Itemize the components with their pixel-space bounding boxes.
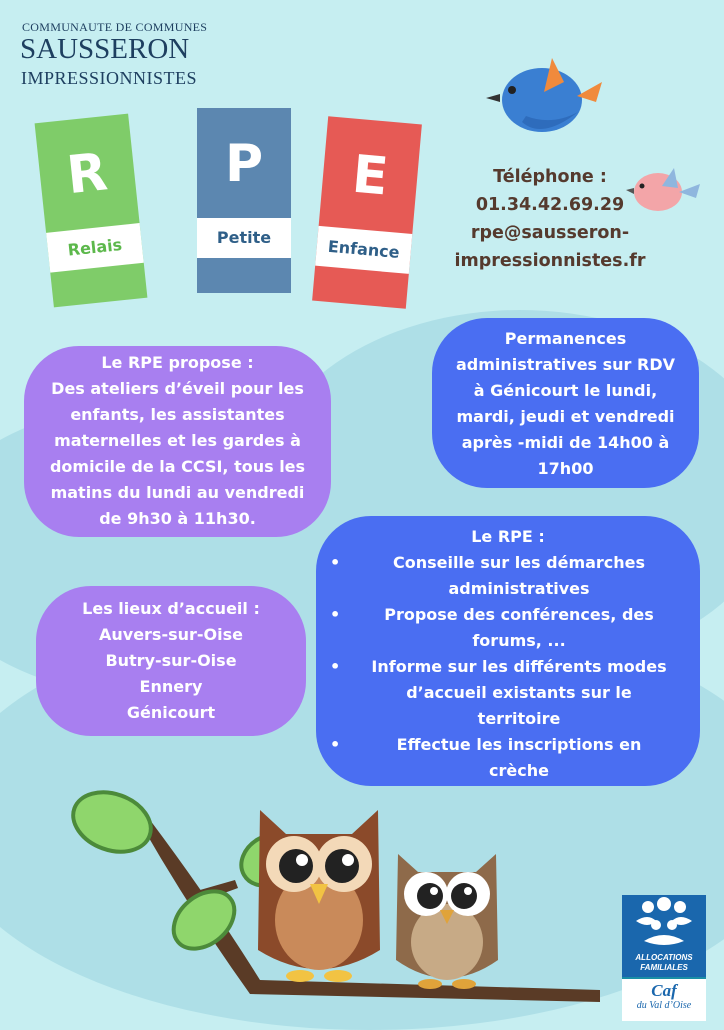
- card-petite: [197, 108, 291, 293]
- card-relais: [35, 114, 148, 308]
- org-suffix: IMPRESSIONNISTES: [21, 68, 198, 88]
- contact-block: [434, 163, 666, 275]
- bullet-icon: •: [330, 735, 341, 754]
- list-item: [316, 732, 700, 784]
- list-item-line: Propose des conférences, des: [384, 605, 654, 624]
- bullet-icon: •: [330, 605, 341, 624]
- list-item-line: Effectue les inscriptions en: [396, 735, 642, 754]
- lieu-item: Ennery: [139, 677, 203, 696]
- bullet-icon: •: [330, 657, 341, 676]
- email-line-2[interactable]: impressionnistes.fr: [454, 251, 646, 271]
- bullet-icon: •: [330, 553, 341, 572]
- rpe-role-list: [316, 550, 700, 784]
- caf-family-icon: [622, 895, 706, 953]
- propose-line: enfants, les assistantes: [70, 405, 285, 424]
- lieux-bubble: [36, 586, 306, 736]
- caf-logo: [622, 895, 706, 1021]
- permanences-bubble: [432, 318, 699, 488]
- caf-name: Caf: [651, 981, 677, 1000]
- card-letter: P: [224, 134, 264, 194]
- permanences-line: Permanences: [504, 329, 627, 348]
- lieu-item: Butry-sur-Oise: [105, 651, 237, 670]
- propose-line: Des ateliers d’éveil pour les: [51, 379, 304, 398]
- propose-line: maternelles et les gardes à: [54, 431, 301, 450]
- permanences-line: après -midi de 14h00 à: [461, 433, 670, 452]
- list-item-line: forums, ...: [472, 631, 566, 650]
- list-item-line: administratives: [448, 579, 590, 598]
- caf-dept: du Val d’Oise: [636, 1000, 692, 1011]
- card-letter: E: [349, 144, 391, 208]
- propose-bubble: [24, 346, 331, 537]
- phone-number[interactable]: 01.34.42.69.29: [475, 195, 625, 215]
- org-prefix: COMMUNAUTE DE COMMUNES: [22, 20, 208, 34]
- caf-line: FAMILIALES: [640, 963, 688, 972]
- list-item: [316, 602, 700, 654]
- list-item: [316, 654, 700, 732]
- owl-small-icon: [392, 850, 502, 990]
- card-word: Petite: [197, 218, 291, 258]
- propose-line: matins du lundi au vendredi: [50, 483, 305, 502]
- propose-line: domicile de la CCSI, tous les: [49, 457, 306, 476]
- list-item: [316, 550, 700, 602]
- permanences-line: administratives sur RDV: [455, 355, 675, 374]
- blue-bird-icon: [482, 52, 606, 138]
- lieu-item: Génicourt: [126, 703, 216, 722]
- list-item-line: Conseille sur les démarches: [392, 553, 646, 572]
- caf-logo-top: [622, 895, 706, 977]
- card-word: Relais: [46, 223, 144, 273]
- caf-logo-bottom: [622, 979, 706, 1021]
- list-item-line: territoire: [477, 709, 561, 728]
- permanences-line: à Génicourt le lundi,: [473, 381, 658, 400]
- phone-label: Téléphone :: [493, 167, 607, 187]
- list-item-line: d’accueil existants sur le: [406, 683, 632, 702]
- lieu-item: Auvers-sur-Oise: [98, 625, 243, 644]
- lieux-title: Les lieux d’accueil :: [82, 599, 260, 618]
- rpe-role-bubble: [316, 516, 700, 786]
- owl-large-icon: [252, 800, 386, 984]
- caf-line: ALLOCATIONS: [635, 953, 693, 962]
- card-word: Enfance: [315, 226, 412, 274]
- permanences-line: 17h00: [537, 459, 594, 478]
- propose-line: de 9h30 à 11h30.: [99, 509, 256, 528]
- email-line-1[interactable]: rpe@sausseron-: [470, 223, 630, 243]
- propose-line: Le RPE propose :: [101, 353, 254, 372]
- permanences-line: mardi, jeudi et vendredi: [456, 407, 675, 426]
- org-name: SAUSSERON: [20, 33, 190, 65]
- caf-subtitle: [622, 953, 706, 973]
- card-letter: R: [64, 142, 111, 207]
- rpe-role-title: Le RPE :: [471, 527, 545, 546]
- card-enfance: [312, 116, 422, 308]
- list-item-line: crèche: [489, 761, 549, 780]
- list-item-line: Informe sur les différents modes: [371, 657, 667, 676]
